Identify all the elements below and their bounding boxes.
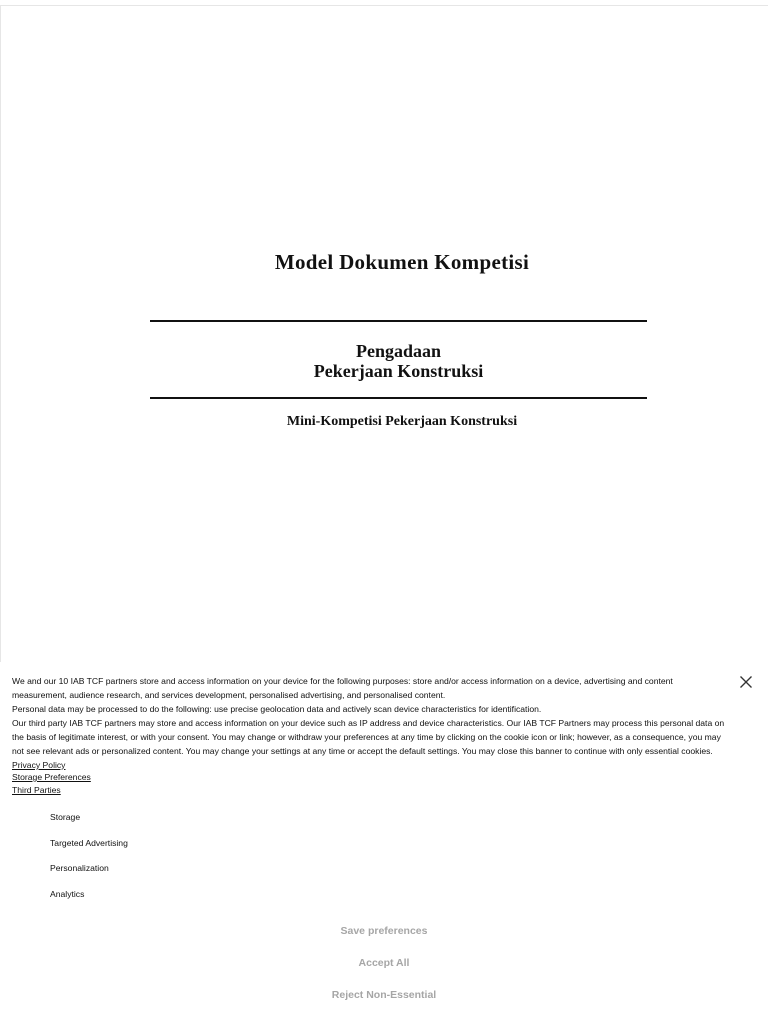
close-banner-button[interactable] [738, 674, 754, 690]
accept-all-button[interactable]: Accept All [284, 957, 484, 969]
privacy-policy-link[interactable]: Privacy Policy [12, 760, 66, 770]
consent-nav-links [12, 771, 91, 796]
close-icon [738, 674, 754, 690]
document-title: Model Dokumen Kompetisi [274, 250, 530, 274]
reject-non-essential-button[interactable]: Reject Non-Essential [284, 989, 484, 1001]
consent-paragraph-partners [12, 716, 730, 772]
category-analytics[interactable]: Analytics [50, 888, 85, 899]
document-subheading: Mini-Kompetisi Pekerjaan Konstruksi [286, 414, 518, 429]
third-parties-link[interactable]: Third Parties [12, 784, 61, 795]
consent-description [12, 674, 730, 772]
title-divider-top [150, 320, 647, 322]
consent-paragraph-partners-text: Our third party IAB TCF partners may store and access information on your device such as IP address and device characteristics. Our IAB TCF Partners may process this personal data on the basis of legitimate interest, or with your consent. You may change or withdraw your preferences at any time by clicking on the cookie icon or link; however, as a consequence, you may not see relevant ads or personalized content. You may change your settings at any time or accept the default settings. You may close this banner to continue with only essential cookies. [12, 718, 725, 756]
save-preferences-button[interactable]: Save preferences [284, 925, 484, 937]
document-subtitle-line1: Pengadaan [355, 341, 442, 361]
document-subtitle-line2: Pekerjaan Konstruksi [313, 361, 484, 381]
storage-preferences-link[interactable]: Storage Preferences [12, 772, 91, 782]
category-personalization[interactable]: Personalization [50, 863, 109, 873]
category-targeted-advertising[interactable]: Targeted Advertising [50, 837, 128, 848]
category-storage[interactable]: Storage [50, 812, 81, 822]
consent-paragraph-purposes: We and our 10 IAB TCF partners store and access information on your device for the following purposes: store and/or access information on a device, advertising and content measurement, audience research, and services development, personalised advertising, and personalised content. [12, 676, 673, 700]
consent-category-list [50, 810, 128, 912]
consent-paragraph-processing: Personal data may be processed to do the following: use precise geolocation data and actively scan device characteristics for identification. [12, 704, 542, 714]
cookie-consent-banner [0, 662, 768, 1024]
title-divider-bottom [150, 397, 647, 399]
